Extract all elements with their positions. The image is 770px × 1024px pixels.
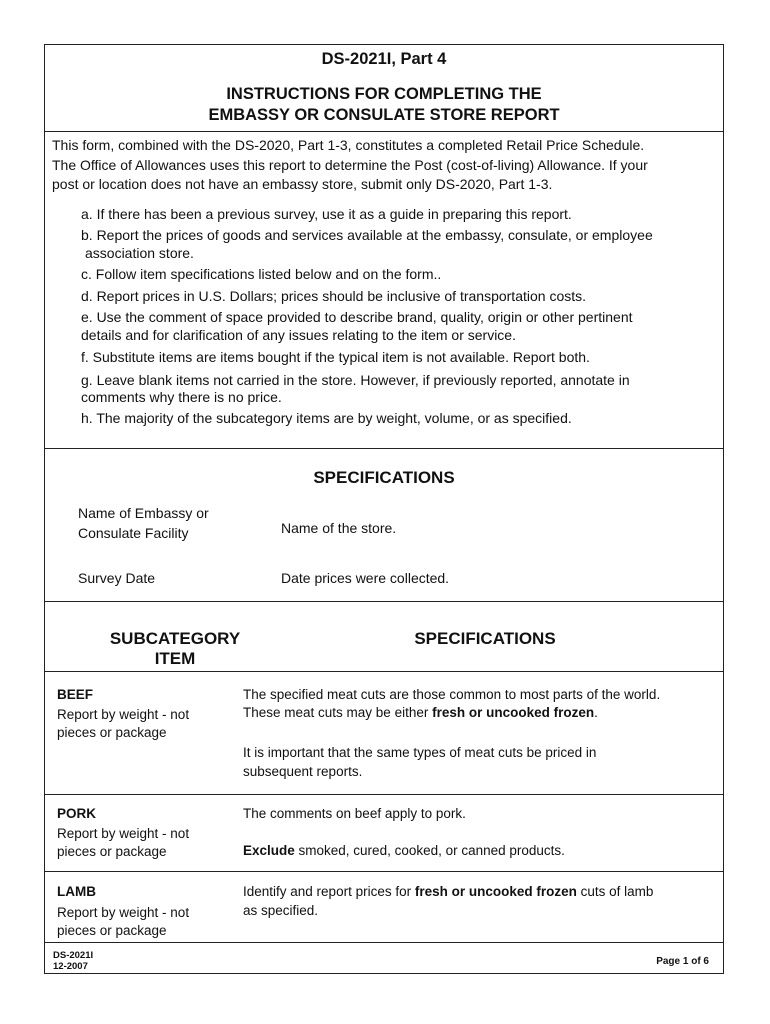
subcategory-header-line: SUBCATEGORY	[109, 629, 241, 648]
intro-paragraph	[52, 136, 722, 195]
instruction-b-cont: association store.	[85, 245, 194, 261]
beef-spec-text: These meat cuts may be either	[243, 705, 433, 720]
beef-spec-emphasis: fresh or uncooked frozen	[432, 705, 595, 720]
lamb-spec-emphasis: fresh or uncooked frozen	[414, 884, 577, 899]
beef-note-line: Report by weight - not	[57, 707, 190, 722]
pork-note-line: Report by weight - not	[57, 826, 190, 841]
beef-spec-line-4: subsequent reports.	[243, 764, 363, 779]
divider	[45, 871, 723, 872]
beef-item-name: BEEF	[57, 687, 94, 702]
pork-spec-text: smoked, cured, cooked, or canned products.	[294, 843, 565, 858]
divider	[45, 131, 723, 132]
instruction-d: d. Report prices in U.S. Dollars; prices should be inclusive of transportation costs.	[81, 288, 587, 304]
beef-spec-line-2	[243, 704, 598, 722]
subcategory-header	[65, 629, 285, 669]
beef-spec-line-3: It is important that the same types of meat cuts be priced in	[243, 745, 597, 760]
survey-date-value: Date prices were collected.	[281, 570, 450, 586]
intro-line: This form, combined with the DS-2020, Part 1-3, constitutes a completed Retail Price Schedule.	[52, 137, 645, 153]
beef-note-line: pieces or package	[57, 725, 167, 740]
title-line-2: EMBASSY OR CONSULATE STORE REPORT	[208, 106, 560, 124]
instruction-g-cont: comments why there is no price.	[81, 389, 282, 405]
facility-label	[78, 504, 209, 543]
instruction-e-cont: details and for clarification of any issues relating to the item or service.	[81, 327, 516, 343]
instruction-a: a. If there has been a previous survey, use it as a guide in preparing this report.	[81, 206, 572, 222]
pork-item-name: PORK	[57, 806, 97, 821]
footer-date: 12-2007	[53, 961, 88, 972]
instruction-f: f. Substitute items are items bought if the typical item is not available. Report both.	[81, 349, 590, 365]
survey-date-label: Survey Date	[78, 570, 156, 586]
title-line-1: INSTRUCTIONS FOR COMPLETING THE	[226, 85, 542, 103]
lamb-note-line: Report by weight - not	[57, 905, 190, 920]
beef-note	[57, 706, 189, 742]
divider	[45, 942, 723, 943]
intro-line: post or location does not have an embassy store, submit only DS-2020, Part 1-3.	[52, 176, 553, 192]
lamb-note-line: pieces or package	[57, 923, 167, 938]
beef-spec-text: .	[594, 705, 598, 720]
footer-form-id: DS-2021I	[53, 950, 94, 961]
facility-label-line: Name of Embassy or	[78, 505, 209, 521]
pork-spec-line-2	[243, 842, 565, 860]
footer-page-number: Page 1 of 6	[656, 956, 709, 967]
pork-spec-line-1: The comments on beef apply to pork.	[243, 806, 466, 821]
divider	[45, 601, 723, 602]
form-id: DS-2021I, Part 4	[321, 50, 447, 68]
instruction-c: c. Follow item specifications listed below and on the form..	[81, 266, 442, 282]
instruction-b: b. Report the prices of goods and services available at the embassy, consulate, or employee	[81, 227, 653, 243]
facility-value: Name of the store.	[281, 520, 397, 536]
instruction-e: e. Use the comment of space provided to describe brand, quality, origin or other pertinent	[81, 309, 633, 325]
specifications-column-header: SPECIFICATIONS	[414, 629, 556, 648]
facility-label-line: Consulate Facility	[78, 524, 189, 541]
lamb-spec-line-1	[243, 883, 653, 901]
pork-note	[57, 825, 189, 861]
instruction-h: h. The majority of the subcategory items are by weight, volume, or as specified.	[81, 410, 572, 426]
intro-line: The Office of Allowances uses this report to determine the Post (cost-of-living) Allowance. If your	[52, 156, 648, 173]
lamb-spec-text: Identify and report prices for	[243, 884, 415, 899]
lamb-spec-text: cuts of lamb	[576, 884, 654, 899]
subcategory-header-line: ITEM	[154, 649, 196, 668]
divider	[45, 671, 723, 672]
pork-note-line: pieces or package	[57, 844, 167, 859]
footer-form-code	[53, 950, 93, 972]
pork-spec-emphasis: Exclude	[243, 843, 295, 858]
form-frame	[44, 44, 724, 974]
lamb-note	[57, 904, 189, 940]
beef-spec-line-1: The specified meat cuts are those common to most parts of the world.	[243, 687, 661, 702]
instruction-g: g. Leave blank items not carried in the store. However, if previously reported, annotate in	[81, 372, 630, 388]
divider	[45, 794, 723, 795]
specifications-heading: SPECIFICATIONS	[313, 468, 455, 487]
lamb-spec-line-2: as specified.	[243, 903, 319, 918]
lamb-item-name: LAMB	[57, 884, 96, 899]
divider	[45, 448, 723, 449]
